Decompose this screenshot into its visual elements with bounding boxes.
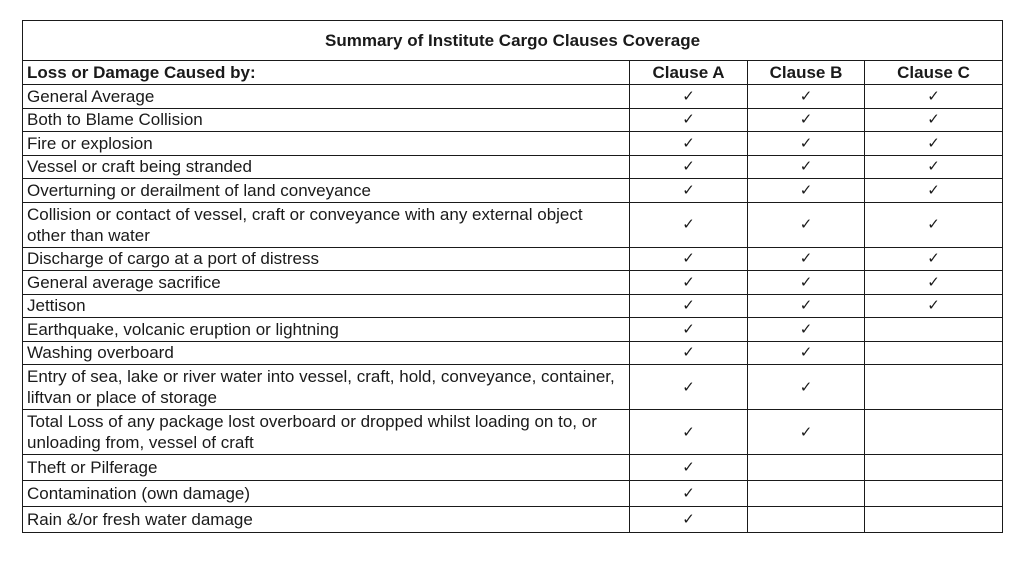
checkmark-icon: ✓	[799, 377, 813, 396]
clause-a-cell	[630, 294, 748, 318]
checkmark-icon: ✓	[799, 249, 813, 268]
clause-c-cell	[865, 341, 1003, 365]
header-clause-c: Clause C	[865, 61, 1003, 85]
table-row	[23, 202, 1003, 247]
row-label: Overturning or derailment of land conveyance	[23, 179, 630, 203]
clause-a-cell	[630, 507, 748, 533]
clause-a-cell	[630, 365, 748, 410]
clause-c-cell	[865, 481, 1003, 507]
clause-b-cell	[748, 155, 865, 179]
checkmark-icon: ✓	[682, 86, 695, 105]
coverage-table-container	[22, 20, 1002, 533]
checkmark-icon: ✓	[927, 133, 940, 152]
row-label: Discharge of cargo at a port of distress	[23, 247, 630, 271]
clause-b-cell	[748, 455, 865, 481]
clause-a-cell	[630, 132, 748, 156]
clause-b-cell	[748, 294, 865, 318]
checkmark-icon: ✓	[799, 86, 813, 105]
checkmark-icon: ✓	[682, 319, 695, 338]
clause-c-cell	[865, 85, 1003, 109]
row-label: Washing overboard	[23, 341, 630, 365]
clause-a-cell	[630, 179, 748, 203]
checkmark-icon: ✓	[682, 484, 695, 502]
clause-c-cell	[865, 294, 1003, 318]
table-row	[23, 179, 1003, 203]
header-description: Loss or Damage Caused by:	[23, 61, 630, 85]
checkmark-icon: ✓	[799, 343, 813, 362]
checkmark-icon: ✓	[682, 510, 695, 528]
clause-a-cell	[630, 108, 748, 132]
row-label: General Average	[23, 85, 630, 109]
checkmark-icon: ✓	[682, 377, 695, 396]
table-row	[23, 507, 1003, 533]
checkmark-icon: ✓	[682, 296, 695, 315]
clause-b-cell	[748, 507, 865, 533]
clause-c-cell	[865, 132, 1003, 156]
checkmark-icon: ✓	[799, 422, 813, 441]
checkmark-icon: ✓	[682, 422, 695, 441]
clause-a-cell	[630, 85, 748, 109]
checkmark-icon: ✓	[682, 110, 695, 129]
checkmark-icon: ✓	[799, 215, 813, 233]
row-label: Earthquake, volcanic eruption or lightning	[23, 318, 630, 342]
checkmark-icon: ✓	[799, 319, 813, 338]
clause-a-cell	[630, 155, 748, 179]
table-row	[23, 271, 1003, 295]
clause-b-cell	[748, 481, 865, 507]
checkmark-icon: ✓	[799, 180, 813, 199]
table-header-row	[23, 61, 1003, 85]
row-label: Vessel or craft being stranded	[23, 155, 630, 179]
checkmark-icon: ✓	[927, 180, 940, 199]
clause-a-cell	[630, 481, 748, 507]
coverage-table	[22, 20, 1003, 533]
row-label: Fire or explosion	[23, 132, 630, 156]
table-row	[23, 481, 1003, 507]
row-label: Both to Blame Collision	[23, 108, 630, 132]
table-row	[23, 247, 1003, 271]
table-row	[23, 132, 1003, 156]
clause-c-cell	[865, 202, 1003, 247]
checkmark-icon: ✓	[927, 86, 940, 105]
checkmark-icon: ✓	[682, 215, 695, 233]
checkmark-icon: ✓	[682, 343, 695, 362]
clause-c-cell	[865, 108, 1003, 132]
checkmark-icon: ✓	[682, 249, 695, 268]
clause-a-cell	[630, 341, 748, 365]
clause-c-cell	[865, 507, 1003, 533]
clause-b-cell	[748, 410, 865, 455]
header-clause-b: Clause B	[748, 61, 865, 85]
clause-b-cell	[748, 365, 865, 410]
checkmark-icon: ✓	[799, 157, 813, 176]
row-label: General average sacrifice	[23, 271, 630, 295]
header-clause-a: Clause A	[630, 61, 748, 85]
checkmark-icon: ✓	[682, 133, 695, 152]
table-row	[23, 365, 1003, 410]
row-label: Total Loss of any package lost overboard or dropped whilst loading on to, or unloading from, vessel of craft	[23, 410, 630, 455]
clause-b-cell	[748, 85, 865, 109]
clause-a-cell	[630, 410, 748, 455]
checkmark-icon: ✓	[927, 272, 940, 291]
table-row	[23, 341, 1003, 365]
clause-b-cell	[748, 318, 865, 342]
clause-a-cell	[630, 202, 748, 247]
clause-c-cell	[865, 365, 1003, 410]
clause-a-cell	[630, 247, 748, 271]
checkmark-icon: ✓	[927, 110, 940, 129]
clause-c-cell	[865, 455, 1003, 481]
clause-a-cell	[630, 455, 748, 481]
table-row	[23, 294, 1003, 318]
table-row	[23, 455, 1003, 481]
clause-a-cell	[630, 318, 748, 342]
clause-b-cell	[748, 247, 865, 271]
checkmark-icon: ✓	[927, 157, 940, 176]
clause-c-cell	[865, 247, 1003, 271]
checkmark-icon: ✓	[682, 180, 695, 199]
clause-b-cell	[748, 202, 865, 247]
table-row	[23, 85, 1003, 109]
row-label: Contamination (own damage)	[23, 481, 630, 507]
table-row	[23, 155, 1003, 179]
clause-c-cell	[865, 271, 1003, 295]
row-label: Entry of sea, lake or river water into vessel, craft, hold, conveyance, container, liftvan or place of storage	[23, 365, 630, 410]
clause-a-cell	[630, 271, 748, 295]
checkmark-icon: ✓	[927, 249, 940, 268]
table-title: Summary of Institute Cargo Clauses Coverage	[23, 21, 1003, 61]
checkmark-icon: ✓	[682, 157, 695, 176]
checkmark-icon: ✓	[799, 133, 813, 152]
row-label: Theft or Pilferage	[23, 455, 630, 481]
table-body	[23, 85, 1003, 533]
checkmark-icon: ✓	[927, 296, 940, 315]
clause-c-cell	[865, 410, 1003, 455]
row-label: Rain &/or fresh water damage	[23, 507, 630, 533]
clause-b-cell	[748, 108, 865, 132]
checkmark-icon: ✓	[799, 110, 813, 129]
clause-c-cell	[865, 179, 1003, 203]
checkmark-icon: ✓	[682, 458, 695, 476]
table-row	[23, 108, 1003, 132]
checkmark-icon: ✓	[682, 272, 695, 291]
clause-b-cell	[748, 132, 865, 156]
row-label: Jettison	[23, 294, 630, 318]
checkmark-icon: ✓	[927, 215, 940, 233]
clause-b-cell	[748, 341, 865, 365]
row-label: Collision or contact of vessel, craft or conveyance with any external object other than water	[23, 202, 630, 247]
table-row	[23, 318, 1003, 342]
clause-b-cell	[748, 271, 865, 295]
checkmark-icon: ✓	[799, 296, 813, 315]
clause-c-cell	[865, 155, 1003, 179]
table-row	[23, 410, 1003, 455]
clause-c-cell	[865, 318, 1003, 342]
checkmark-icon: ✓	[799, 272, 813, 291]
clause-b-cell	[748, 179, 865, 203]
